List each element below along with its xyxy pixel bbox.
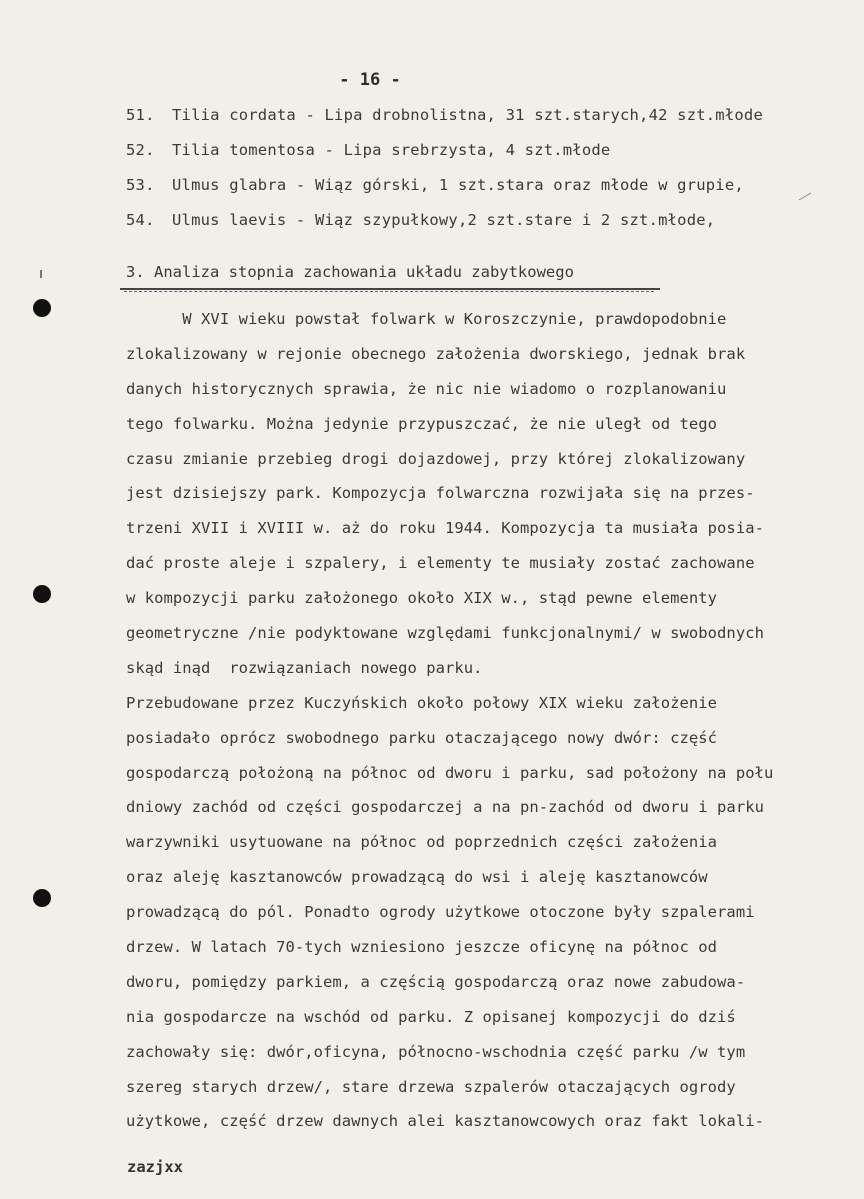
pencil-check-mark [799,193,812,201]
text-line: jest dzisiejszy park. Kompozycja folwarczna rozwijała się na przes- [126,484,755,503]
text-line: posiadało oprócz swobodnego parku otaczającego nowy dwór: część [126,728,718,747]
text-line: prowadzącą do pól. Ponadto ogrody użytkowe otoczone były szpalerami [126,903,755,922]
text-line: danych historycznych sprawia, że nic nie wiadomo o rozplanowaniu [126,379,727,398]
species-number: 52. [126,141,155,159]
text-line: zachowały się: dwór,oficyna, północno-wschodnia część parku /w tym [126,1042,746,1061]
text-line: W XVI wieku powstał folwark w Koroszczynie, prawdopodobnie [126,310,727,328]
text-line: dać proste aleje i szpalery, i elementy te musiały zostać zachowane [126,554,755,573]
text-line: oraz aleję kasztanowców prowadzącą do wsi i aleję kasztanowców [126,868,708,887]
species-item [126,104,763,139]
body-paragraph [126,308,773,1145]
text-line: geometryczne /nie podyktowane względami funkcjonalnymi/ w swobodnych [126,624,764,643]
species-item [126,209,763,244]
section-heading: 3. Analiza stopnia zachowania układu zabytkowego [126,263,574,281]
species-item [126,139,763,174]
species-number: 53. [126,176,155,194]
species-text: Tilia cordata - Lipa drobnolistna, 31 szt.starych,42 szt.młode [172,106,763,124]
text-line: w kompozycji parku założonego około XIX w., stąd pewne elementy [126,589,718,608]
text-line: gospodarczą położoną na północ od dworu i parku, sad położony na połu [126,763,774,782]
text-line: szereg starych drzew/, stare drzewa szpalerów otaczających ogrody [126,1077,736,1096]
text-line: tego folwarku. Można jedynie przypuszczać, że nie uległ od tego [126,414,718,433]
page-number: - 16 - [339,70,401,90]
text-line: dniowy zachód od części gospodarczej a na pn-zachód od dworu i parku [126,798,764,817]
text-line: czasu zmianie przebieg drogi dojazdowej, przy której zlokalizowany [126,449,746,468]
species-number: 54. [126,211,155,229]
footer-mark: zazjxx [127,1158,183,1176]
text-line: użytkowe, część drzew dawnych alei kasztanowcowych oraz fakt lokali- [126,1112,764,1131]
margin-tick-mark [40,270,42,278]
text-line: Przebudowane przez Kuczyńskich około połowy XIX wieku założenie [126,693,718,712]
text-line: warzywniki usytuowane na północ od poprzednich części założenia [126,833,718,852]
species-item [126,174,763,209]
punch-hole [33,585,51,603]
text-line: dworu, pomiędzy parkiem, a częścią gospodarczą oraz nowe zabudowa- [126,972,746,991]
text-line: trzeni XVII i XVIII w. aż do roku 1944. Kompozycja ta musiała posia- [126,519,764,538]
species-text: Ulmus glabra - Wiąz górski, 1 szt.stara oraz młode w grupie, [172,176,744,194]
species-number: 51. [126,106,155,124]
punch-hole [33,299,51,317]
text-line: zlokalizowany w rejonie obecnego założenia dworskiego, jednak brak [126,344,746,363]
species-text: Ulmus laevis - Wiąz szypułkowy,2 szt.stare i 2 szt.młode, [172,211,716,229]
punch-hole [33,889,51,907]
heading-underline [120,288,660,290]
species-text: Tilia tomentosa - Lipa srebrzysta, 4 szt.młode [172,141,611,159]
text-line: nia gospodarcze na wschód od parku. Z opisanej kompozycji do dziś [126,1007,736,1026]
text-line: skąd inąd rozwiązaniach nowego parku. [126,658,483,677]
species-list [126,104,763,244]
text-line: drzew. W latach 70-tych wzniesiono jeszcze oficynę na północ od [126,938,718,957]
heading-underline-dashed [124,291,654,292]
